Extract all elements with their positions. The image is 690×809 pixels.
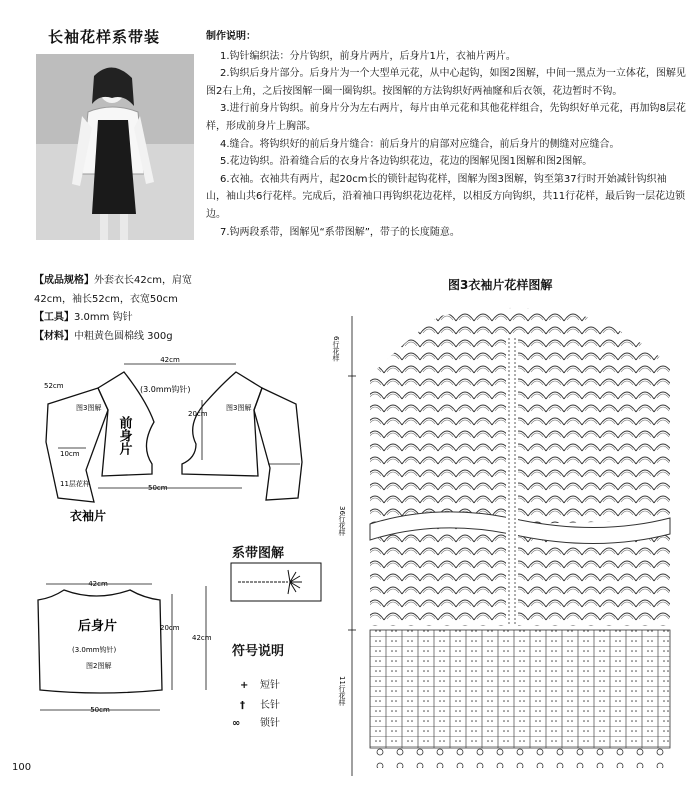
front-hook: (3.0mm钩针)	[140, 385, 191, 394]
tie-diagram	[230, 562, 322, 602]
page-title: 长袖花样系带装	[48, 28, 161, 46]
left-sleeve-ref: 图3图解	[76, 404, 102, 412]
back-side-height: 20cm	[160, 624, 180, 632]
back-total-height: 42cm	[192, 634, 212, 642]
page-number: 100	[12, 762, 32, 773]
instructions-heading: 制作说明：	[206, 31, 256, 42]
fig3-mid-rows: 36行花样	[338, 506, 346, 536]
right-sleeve-ref: 图3图解	[226, 404, 252, 412]
cuff-rows: 11层花样	[60, 480, 90, 488]
fig3-title: 图3衣袖片花样图解	[448, 278, 553, 292]
ch-label: 锁针	[260, 718, 280, 729]
sc-label: 短针	[260, 680, 280, 691]
instruction-item: 6.衣袖。衣袖共有两片，起20cm长的锁针起钩花样，图解为图3图解，钩至第37行时开始减针钩织袖山，袖山共6行花样。完成后，沿着袖口再钩织花边花样，以相反方向钩织，共11行花样，最后钩一层花边锁边。	[206, 173, 686, 220]
sc-symbol: +	[240, 680, 249, 691]
fig3-top-rows: 6行花样	[332, 336, 340, 362]
tool-text: 3.0mm 钩针	[74, 312, 133, 323]
legend-item	[240, 696, 280, 711]
legend-item	[232, 714, 280, 729]
size-label: 【成品规格】	[34, 275, 94, 286]
material-text: 中粗黄色圆棉线 300g	[74, 330, 173, 342]
front-height: 20cm	[188, 410, 208, 418]
back-body-label: 后身片	[78, 619, 118, 634]
tie-title: 系带图解	[232, 546, 285, 561]
back-bottom-width: 50cm	[90, 706, 110, 714]
instruction-item: 7.钩两段系带，图解见“系带图解”，带子的长度随意。	[220, 226, 460, 238]
instruction-item: 1.钩针编织法：分片钩织，前身片两片，后身片1片，衣袖片两片。	[220, 50, 516, 62]
specs	[34, 272, 204, 346]
front-left-edge: 52cm	[44, 382, 64, 390]
cuff-width: 10cm	[60, 450, 80, 458]
front-body-label: 前身片	[116, 416, 132, 455]
front-bottom-width: 50cm	[148, 484, 168, 492]
model-photo	[36, 54, 194, 240]
legend-title: 符号说明	[232, 644, 285, 659]
ch-symbol: ∞	[232, 718, 241, 729]
sleeve-caption: 衣袖片	[70, 509, 107, 523]
legend-item	[240, 676, 280, 691]
back-top-width: 42cm	[88, 580, 108, 588]
back-ref: 图2图解	[86, 662, 112, 670]
fig3-bottom-rows: 11行花样	[338, 676, 346, 706]
dc-label: 长针	[260, 700, 280, 711]
instructions	[206, 28, 686, 241]
size-text: 外套衣长42cm，肩宽42cm，袖长52cm，衣宽50cm	[34, 275, 192, 305]
instruction-item: 5.花边钩织。沿着缝合后的衣身片各边钩织花边，花边的图解见图1图解和图2图解。	[220, 156, 593, 168]
back-diagram	[34, 578, 224, 720]
back-hook: (3.0mm钩针)	[72, 646, 117, 654]
instruction-item: 2.钩织后身片部分。后身片为一个大型单元花，从中心起钩，如图2图解，中间一黑点为一立体花，图解见图2右上角，之后按图解一圈一圈钩织。按图解的方法钩织好两袖窿和后衣领，花边暂时不钩。	[206, 68, 686, 97]
dc-symbol: †	[240, 700, 245, 711]
fig3-diagram	[330, 296, 686, 782]
front-top-width: 42cm	[160, 356, 180, 364]
instruction-item: 3.进行前身片钩织。前身片分为左右两片，每片由单元花和其他花样组合，先钩织好单元花，再加钩8层花样，形成前身片上胸部。	[206, 103, 686, 132]
front-diagram	[36, 352, 306, 527]
tool-label: 【工具】	[34, 312, 74, 323]
instruction-item: 4.缝合。将钩织好的前后身片缝合：前后身片的肩部对应缝合，前后身片的侧缝对应缝合。	[220, 138, 620, 150]
material-label: 【材料】	[34, 330, 74, 342]
